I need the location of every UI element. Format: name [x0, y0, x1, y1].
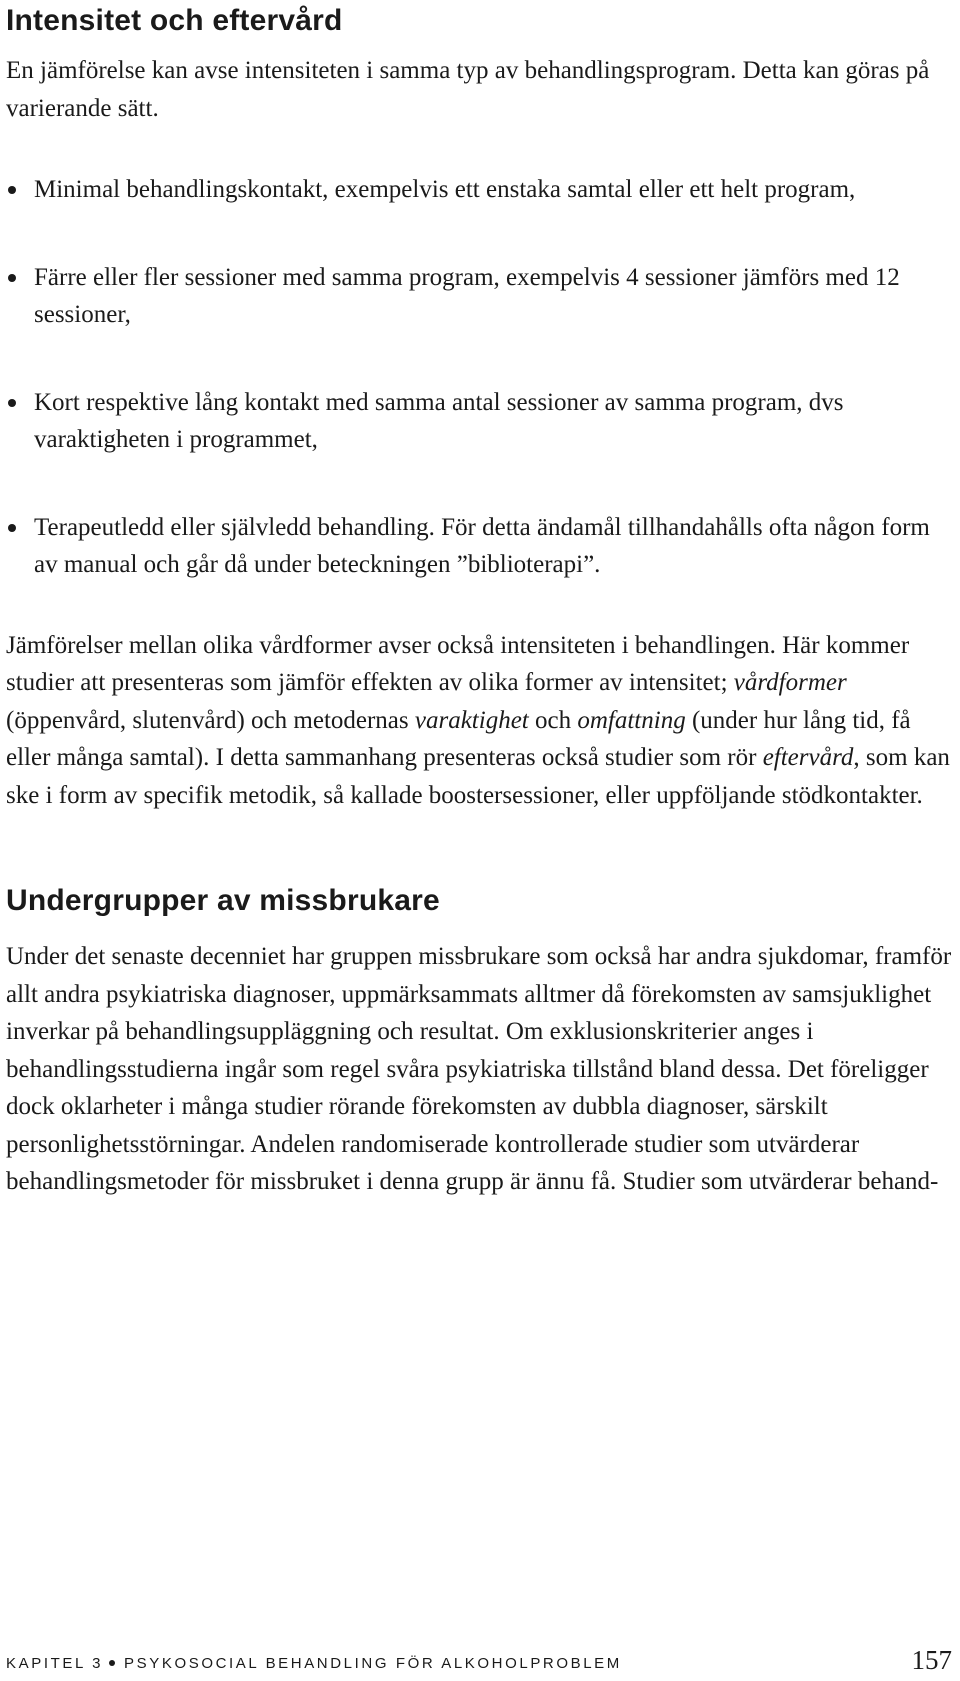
- bullet-item: [6, 384, 954, 459]
- footer-chapter: KAPITEL 3: [6, 1655, 104, 1672]
- paragraph-text: Jämförelser mellan olika vårdformer avser också intensiteten i behandlingen. Här kommer studier att presenteras som jämför effekten av olika former av intensitet;: [6, 631, 910, 696]
- emphasis-term: varaktighet: [414, 706, 529, 734]
- intro-paragraph: En jämförelse kan avse intensiteten i samma typ av behandlingsprogram. Detta kan göras på varierande sätt.: [6, 57, 930, 122]
- bullet-icon: [8, 524, 16, 532]
- bullet-icon: [8, 186, 16, 194]
- bullet-item: [6, 509, 954, 584]
- paragraph-text: , som kan ske i form av specifik metodik, så kallade boostersessioner, eller uppföljande stödkontakter.: [6, 744, 950, 809]
- bullet-text: Minimal behandlingskontakt, exempelvis ett enstaka samtal eller ett helt program,: [34, 176, 856, 203]
- emphasis-term: eftervård: [762, 744, 854, 771]
- bullet-text: Färre eller fler sessioner med samma program, exempelvis 4 sessioner jämförs med 12 sessioner,: [34, 263, 900, 328]
- emphasis-term: omfattning: [577, 706, 686, 734]
- bullet-item: [6, 259, 954, 334]
- running-footer: [6, 1655, 622, 1672]
- page-footer: [6, 1646, 952, 1676]
- emphasis-term: vårdformer: [733, 669, 847, 696]
- bullet-icon: [8, 274, 16, 282]
- section-heading-undergrupper: Undergrupper av missbrukare: [6, 884, 440, 917]
- bullet-list: [6, 171, 954, 584]
- bullet-item: [6, 171, 954, 209]
- paragraph-text: (under hur lång tid, få eller många samtal). I detta sammanhang presenteras också studier som rör: [6, 706, 911, 771]
- bullet-text: Terapeutledd eller självledd behandling. För detta ändamål tillhandahålls ofta någon form av manual och går då under beteckningen ”biblioterapi”.: [34, 513, 930, 578]
- paragraph-text: (öppenvård, slutenvård) och metodernas: [6, 706, 415, 734]
- bullet-icon: [8, 399, 16, 407]
- comparison-paragraph: [6, 627, 954, 815]
- page-number: 157: [911, 1645, 952, 1675]
- undergrupper-paragraph: Under det senaste decenniet har gruppen missbrukare som också har andra sjukdomar, framför allt andra psykiatriska diagnoser, uppmärksammats alltmer då förekomsten av samsjuklighet inverkar på behandlingsuppläggning och resultat. Om exklusionskriterier anges i behandlingsstudierna ingår som regel svåra psykiatriska tillstånd bland dessa. Det föreligger dock oklarheter i många studier rörande förekomsten av dubbla diagnoser, särskilt personlighetsstörningar. Andelen randomiserade kontrollerade studier som utvärderar behandlingsmetoder för missbruket i denna grupp är ännu få. Studier som utvärderar behand-: [6, 943, 952, 1195]
- document-page: [6, 0, 954, 1201]
- bullet-text: Kort respektive lång kontakt med samma antal sessioner av samma program, dvs varaktigheten i programmet,: [34, 388, 844, 453]
- section-heading-intensitet: Intensitet och eftervård: [6, 4, 343, 37]
- paragraph-text: och: [528, 706, 578, 734]
- footer-title: PSYKOSOCIAL BEHANDLING FÖR ALKOHOLPROBLEM: [124, 1655, 622, 1672]
- bullet-separator-icon: [109, 1660, 115, 1666]
